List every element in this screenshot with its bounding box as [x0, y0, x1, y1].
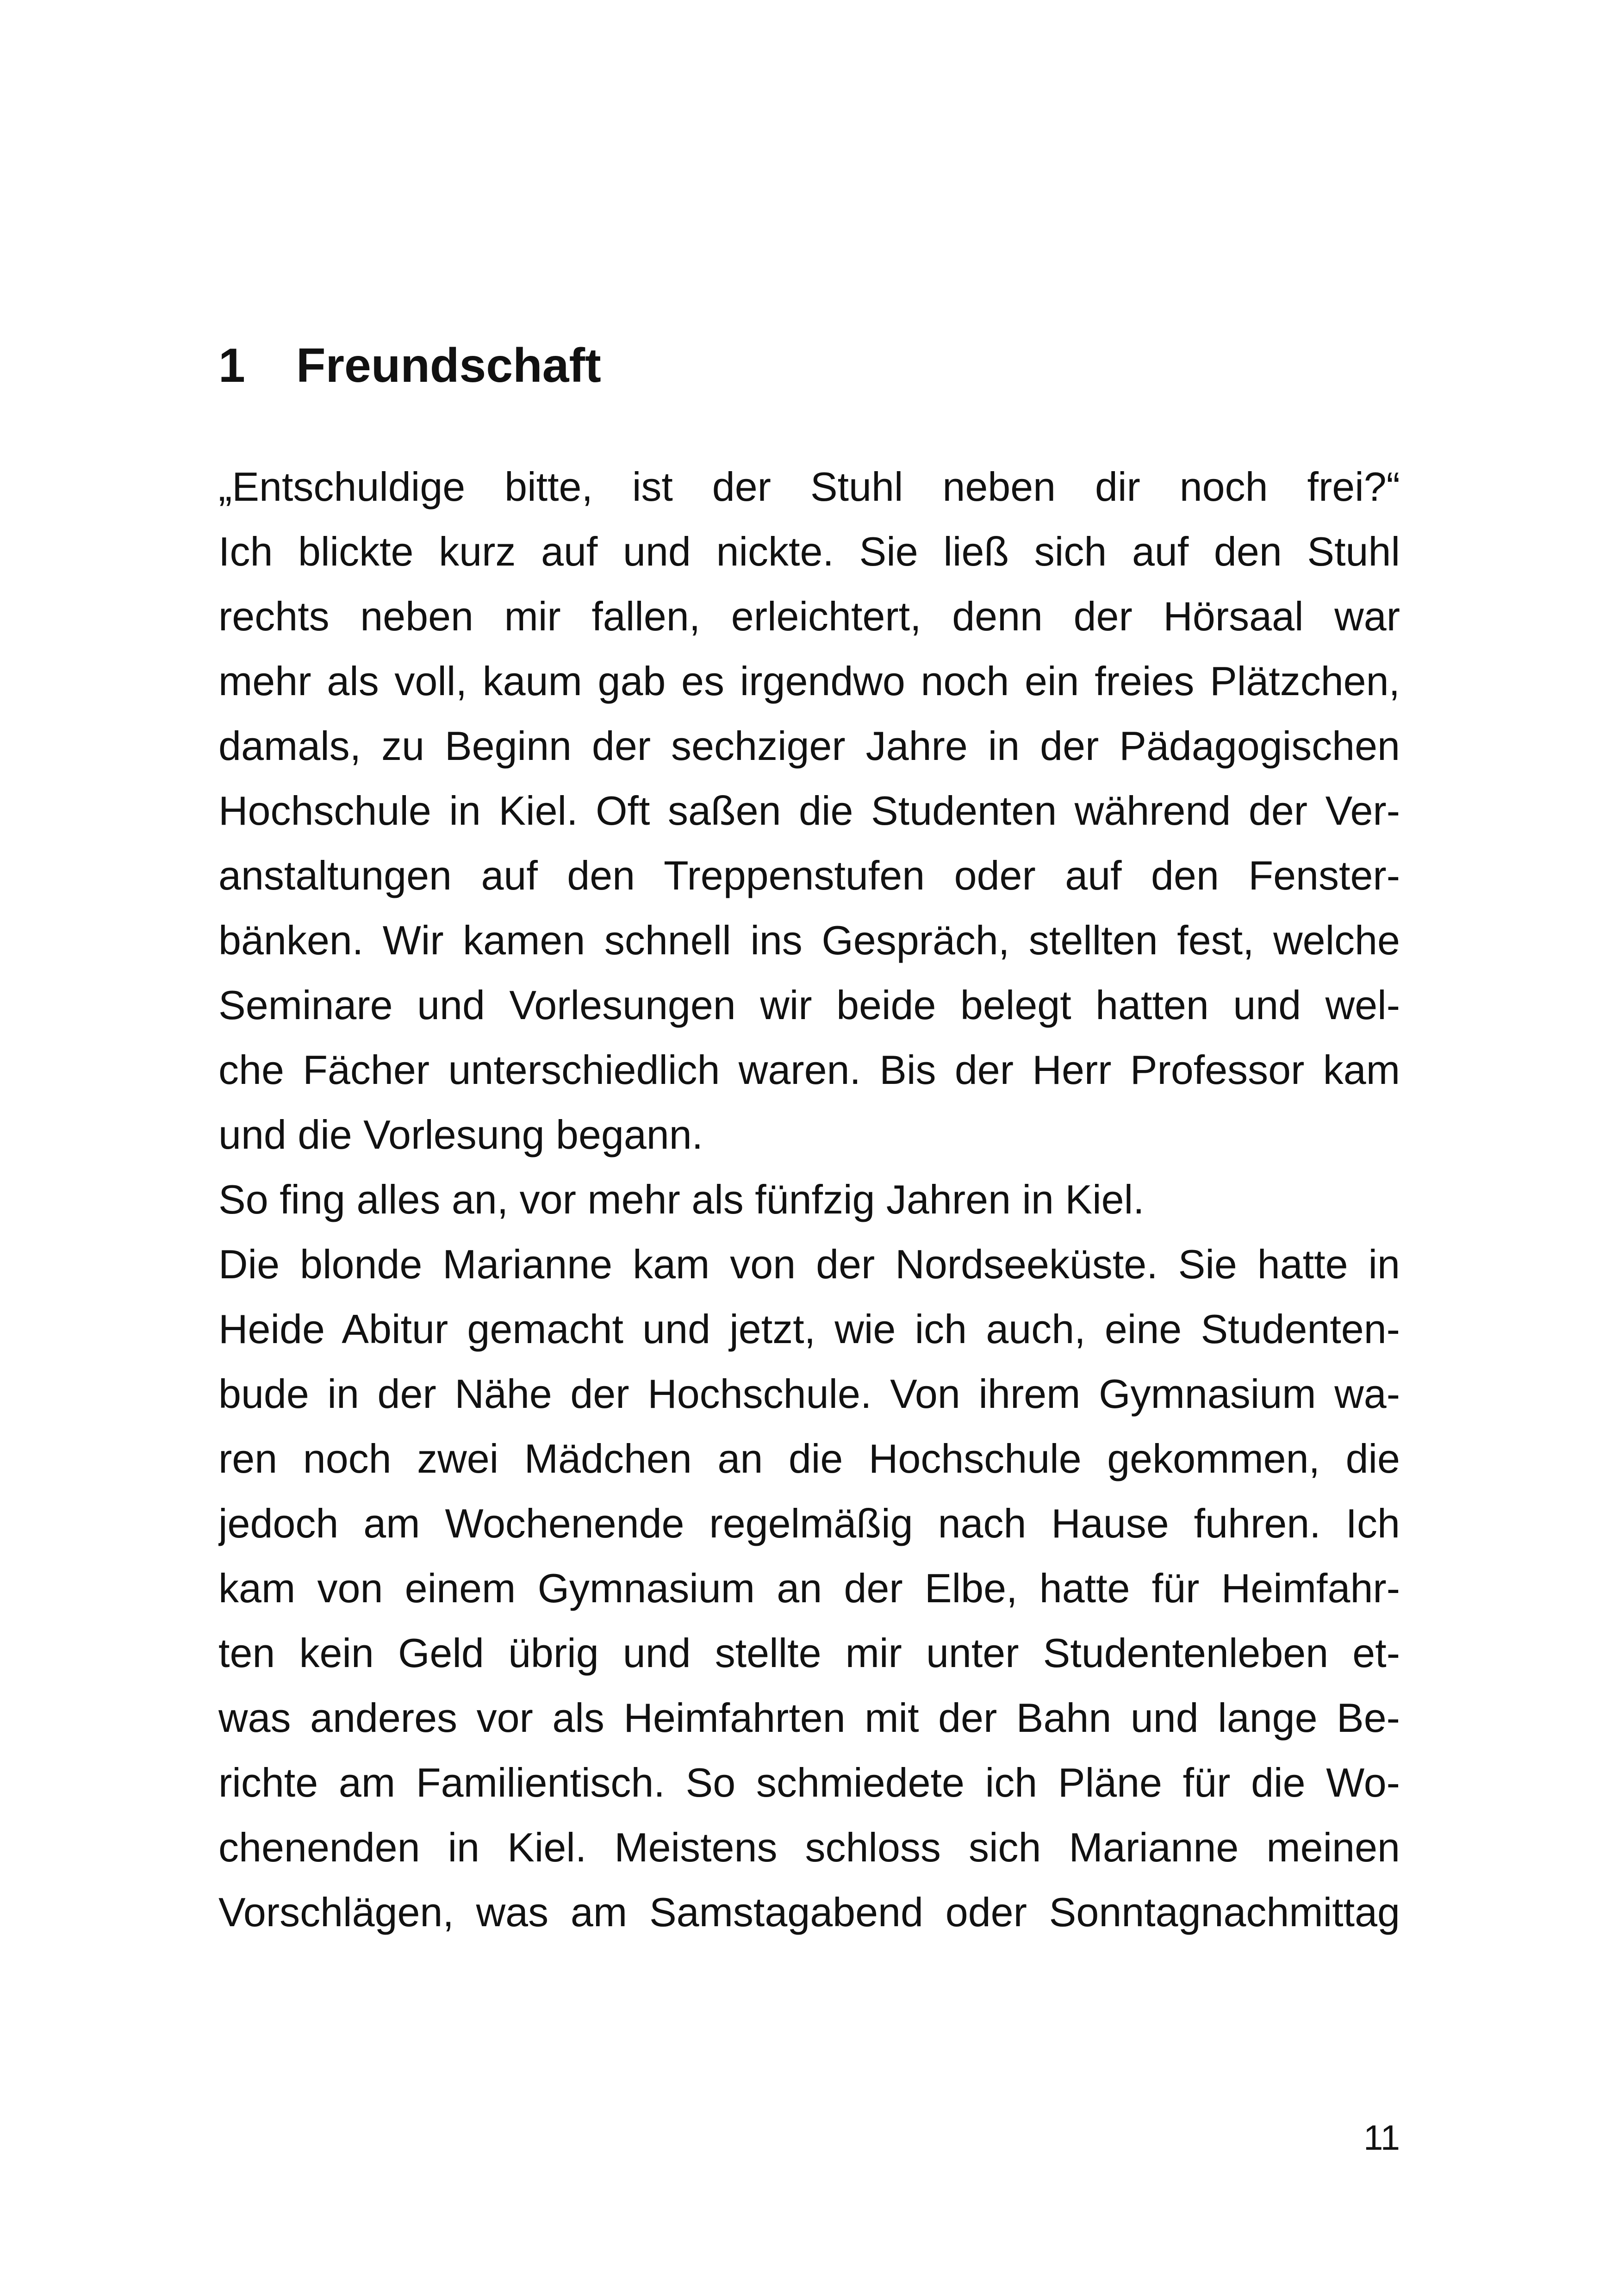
text-line: anstaltungen auf den Treppenstufen oder auf den Fenster- [218, 852, 1400, 898]
text-line: Vorschlägen, was am Samstagabend oder Sonntagnachmittag [218, 1889, 1400, 1935]
text-line: damals, zu Beginn der sechziger Jahre in der Pädagogischen [218, 723, 1400, 769]
text-line: was anderes vor als Heimfahrten mit der Bahn und lange Be- [218, 1695, 1400, 1741]
text-line: ten kein Geld übrig und stellte mir unter Studentenleben et- [218, 1630, 1400, 1676]
text-line: Hochschule in Kiel. Oft saßen die Studenten während der Ver- [218, 788, 1400, 834]
text-line: Seminare und Vorlesungen wir beide belegt hatten und wel- [218, 982, 1400, 1028]
chapter-heading [218, 333, 601, 398]
text-line: bänken. Wir kamen schnell ins Gespräch, stellten fest, welche [218, 917, 1400, 963]
page-number: 11 [1363, 2118, 1400, 2158]
text-line: chenenden in Kiel. Meistens schloss sich Marianne meinen [218, 1824, 1400, 1870]
text-line: rechts neben mir fallen, erleichtert, denn der Hörsaal war [218, 593, 1400, 639]
text-line: jedoch am Wochenende regelmäßig nach Hause fuhren. Ich [218, 1500, 1400, 1546]
text-line: Ich blickte kurz auf und nickte. Sie ließ sich auf den Stuhl [218, 529, 1400, 574]
text-line: So fing alles an, vor mehr als fünfzig Jahren in Kiel. [218, 1176, 1145, 1222]
text-line: und die Vorlesung begann. [218, 1112, 703, 1157]
chapter-number: 1 [218, 339, 245, 392]
body-text [218, 454, 1400, 1945]
text-line: che Fächer unterschiedlich waren. Bis der Herr Professor kam [218, 1047, 1400, 1093]
text-line: „Entschuldige bitte, ist der Stuhl neben dir noch frei?“ [218, 464, 1400, 510]
text-line: mehr als voll, kaum gab es irgendwo noch ein freies Plätzchen, [218, 658, 1400, 704]
text-line: Heide Abitur gemacht und jetzt, wie ich auch, eine Studenten- [218, 1306, 1400, 1352]
text-line: richte am Familientisch. So schmiedete ich Pläne für die Wo- [218, 1760, 1400, 1805]
chapter-title: Freundschaft [296, 339, 601, 392]
text-line: Die blonde Marianne kam von der Nordseeküste. Sie hatte in [218, 1241, 1400, 1287]
text-line: bude in der Nähe der Hochschule. Von ihrem Gymnasium wa- [218, 1371, 1400, 1417]
text-line: ren noch zwei Mädchen an die Hochschule gekommen, die [218, 1436, 1400, 1481]
text-line: kam von einem Gymnasium an der Elbe, hatte für Heimfahr- [218, 1565, 1400, 1611]
